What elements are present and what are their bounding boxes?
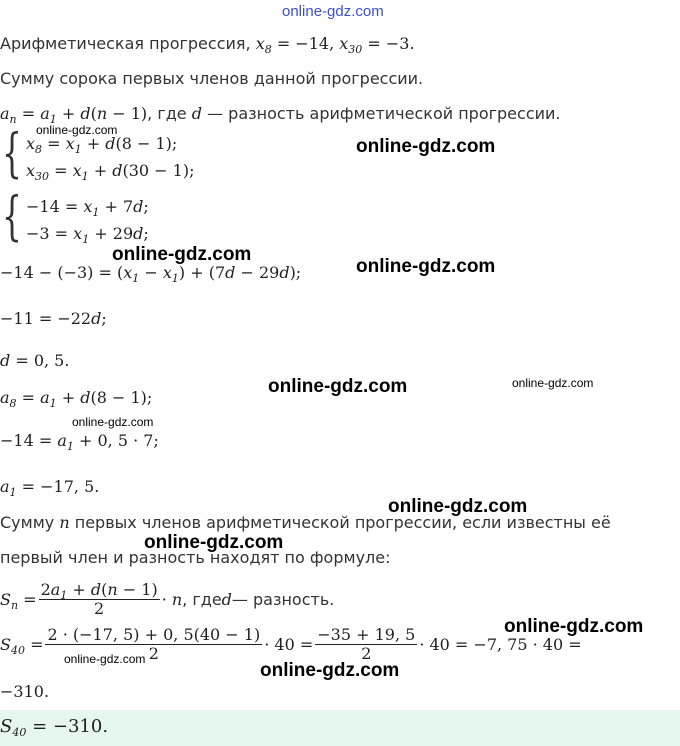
formula-where: , где <box>147 104 192 123</box>
watermark: online-gdz.com <box>268 376 408 397</box>
system-brace: { <box>2 187 22 247</box>
watermark: online-gdz.com <box>36 123 118 137</box>
step-a8-formula: $a_8 = a_1 + d(8 - 1)$; <box>0 388 153 410</box>
subtraction-step: $-14 - (-3) = (x_1 - x_1) + (7d - 29d)$; <box>0 263 302 285</box>
n-variable: n <box>59 513 70 532</box>
sum-formula: $S_n$ = $\frac{2a_1 + d(n - 1)}{2}$ · n , где d — разность. <box>0 580 335 618</box>
watermark: online-gdz.com <box>260 660 400 681</box>
step-d-value: d = 0, 5. <box>0 351 70 370</box>
watermark: online-gdz.com <box>64 652 146 666</box>
result-value: −310. <box>0 682 50 701</box>
sum-where: , где <box>182 589 222 609</box>
watermark: online-gdz.com <box>112 244 252 265</box>
system2-eq1: $-14 = x_1 + 7d$; <box>26 197 149 219</box>
watermark: online-gdz.com <box>72 415 154 429</box>
watermark: online-gdz.com <box>144 532 284 553</box>
general-term-formula: $a_n = a_1 + d(n - 1)$, где d — разность арифметической прогрессии. <box>0 104 561 126</box>
task-given-math: $x_8 = -14$, $x_{30} = -3$. <box>255 34 415 56</box>
system-brace: { <box>2 124 22 184</box>
sum-intro-line2: первый член и разность находят по формуле: <box>0 548 391 567</box>
step-substitution: $-14 = a_1 + 0$, 5 · 7; <box>0 431 159 453</box>
d-variable: d <box>221 589 232 609</box>
step-minus-11: −11 = −22d; <box>0 309 107 328</box>
task-given <box>0 34 415 56</box>
system1-eq1: $x_8 = x_1 + d(8 - 1)$; <box>26 134 178 156</box>
s40-computation: $S_{40}$ = $\frac{2 \cdot (-17, 5) + 0, 5(40 - 1)}{2}$ · 40 = $\frac{-35 + 19, 5}{2}$ · 40 = −7, 75 · 40 = <box>0 625 582 663</box>
watermark-top: online-gdz.com <box>282 3 384 20</box>
watermark: online-gdz.com <box>512 376 594 390</box>
watermark: online-gdz.com <box>388 496 528 517</box>
answer: $S_{40} = -310$. <box>0 716 109 739</box>
watermark: online-gdz.com <box>504 616 644 637</box>
sum-tail: — разность. <box>231 589 335 609</box>
s40-result <box>0 684 49 700</box>
system2-eq2: $-3 = x_1 + 29d$; <box>26 224 149 246</box>
task-find: Сумму сорока первых членов данной прогрессии. <box>0 69 424 88</box>
formula-tail: — разность арифметической прогрессии. <box>201 104 561 123</box>
sum-intro-text: Сумму <box>0 513 60 532</box>
sum-intro-line1 <box>0 515 611 531</box>
watermark: online-gdz.com <box>356 136 496 157</box>
task-given-text: Арифметическая прогрессия, <box>0 34 256 53</box>
system1-eq2: $x_{30} = x_1 + d(30 - 1)$; <box>26 161 195 183</box>
d-variable: d <box>191 104 202 123</box>
watermark: online-gdz.com <box>356 256 496 277</box>
sum-intro-text: первых членов арифметической прогрессии, если известны её <box>69 513 611 532</box>
step-a1-value: $a_1 = -17$, 5. <box>0 477 100 499</box>
